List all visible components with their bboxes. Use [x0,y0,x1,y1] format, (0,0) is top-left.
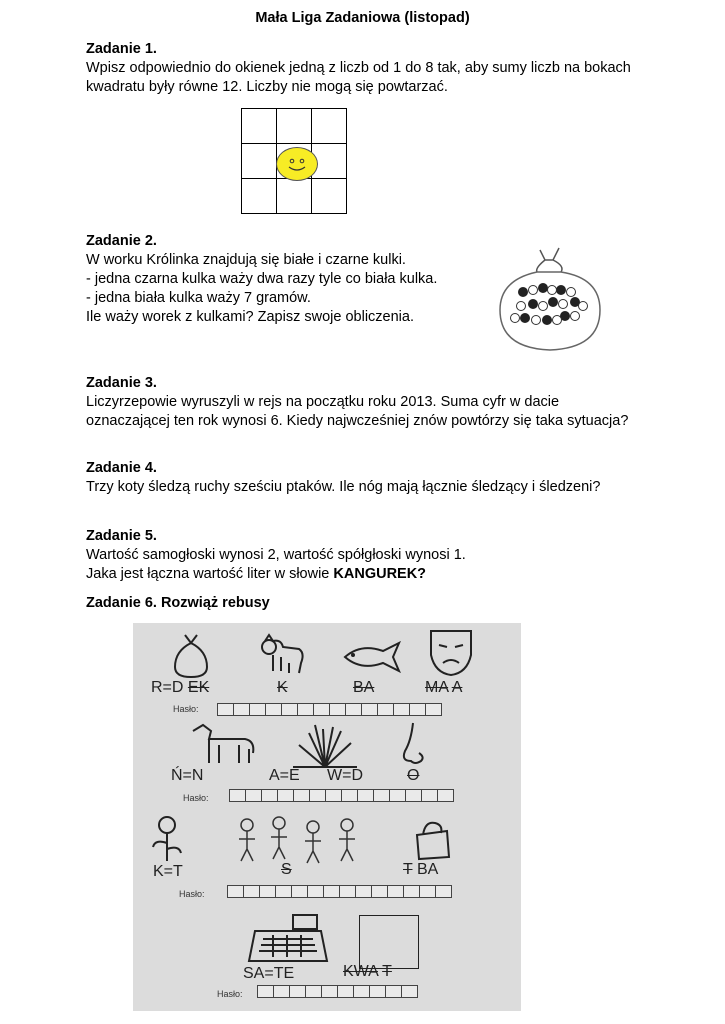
task-5-keyword: KANGUREK? [333,566,427,582]
haslo-label: Hasło: [173,704,199,714]
rebus-text: R=D [151,679,184,696]
rebus-2-part-3: W=D [327,767,363,784]
flower-icon [149,813,185,863]
grid-cell[interactable] [242,144,277,179]
mask-icon [427,627,475,677]
task-1-text: Wpisz odpowiednio do okienek jedną z liczb od 1 do 8 tak, aby sumy liczb na bokach [86,60,631,76]
answer-boxes[interactable] [257,985,417,998]
bag-of-balls-icon [495,240,605,355]
task-5 [86,527,666,584]
task-3-text: oznaczającej ten rok wynosi 6. Kiedy najwcześniej znów powtórzy się taka sytuacja? [86,413,629,429]
rebus-struck-text: T [382,963,392,980]
rebus-2-part-4: O [407,767,420,784]
haslo-label: Hasło: [183,793,209,803]
grid-cell[interactable] [312,179,347,214]
fish-icon [341,641,403,673]
page-title: Mała Liga Zadaniowa (listopad) [255,10,470,26]
rebus-1-part-1 [151,679,209,697]
rebus-struck-text: T [403,861,413,878]
task-1 [86,40,646,97]
grid-cell[interactable] [277,109,312,144]
cat-icon [259,633,307,675]
square-shape [359,915,419,969]
grid-cell[interactable] [312,109,347,144]
grid-center-cell [277,144,312,179]
rebus-4-part-2 [343,963,392,981]
task-3-text: Liczyrzepowie wyruszyli w rejs na początku roku 2013. Suma cyfr w dacie [86,394,560,410]
bag-icon [411,819,453,861]
answer-boxes[interactable] [217,703,441,716]
task-1-text: kwadratu były równe 12. Liczby nie mogą się powtarzać. [86,79,448,95]
sack-icon [171,631,211,679]
task-4-heading: Zadanie 4. [86,460,157,476]
task-5-text [86,565,666,584]
answer-boxes[interactable] [227,885,451,898]
rebus-struck-text: A [451,679,463,696]
task-3 [86,374,666,431]
rebus-3-part-1: K=T [153,863,183,880]
task-6 [86,594,270,613]
answer-boxes[interactable] [229,789,453,802]
rebus-4-part-1: SA=TE [243,965,295,982]
rebus-struck-text: KWA [343,963,378,980]
haslo-label: Hasło: [217,989,243,999]
task-5-heading: Zadanie 5. [86,528,157,544]
grid-cell[interactable] [242,179,277,214]
task-2-text: - jedna biała kulka waży 7 gramów. [86,290,311,306]
rebus-panel [133,623,521,1011]
task-2-text: Ile waży worek z kulkami? Zapisz swoje obliczenia. [86,309,414,325]
rebus-text: BA [416,861,439,878]
horse-icon [189,721,259,767]
rebus-2-part-1: Ń=N [171,767,204,784]
rebus-struck-text: EK [187,679,210,696]
rebus-struck-text: MA [425,679,449,696]
grid-cell[interactable] [242,109,277,144]
rebus-1-part-4 [425,679,462,697]
task-4-text: Trzy koty śledzą ruchy sześciu ptaków. Ile nóg mają łącznie śledzący i śledzeni? [86,479,601,495]
task-2-heading: Zadanie 2. [86,233,157,249]
rebus-1-part-3: BA [353,679,375,696]
rebus-1-part-2: K [277,679,288,696]
grid-cell[interactable] [277,179,312,214]
magic-square-grid [241,108,347,214]
haslo-label: Hasło: [179,889,205,899]
task-2-text: - jedna czarna kulka waży dwa razy tyle co biała kulka. [86,271,438,287]
task-1-heading: Zadanie 1. [86,41,157,57]
rebus-2-part-2: A=E [269,767,300,784]
people-crowd-icon [233,813,367,865]
smiley-icon [276,147,318,181]
cash-register-icon [245,911,331,965]
task-2 [86,232,486,327]
rebus-3-part-3 [403,861,438,879]
task-4 [86,459,666,497]
rebus-3-part-2: S [281,861,292,878]
task-3-heading: Zadanie 3. [86,375,157,391]
task-5-text-prefix: Jaka jest łączna wartość liter w słowie [86,566,334,582]
nose-icon [397,721,429,767]
grass-icon [289,723,361,769]
task-5-text: Wartość samogłoski wynosi 2, wartość spółgłoski wynosi 1. [86,547,466,563]
task-2-text: W worku Królinka znajdują się białe i czarne kulki. [86,252,406,268]
task-6-heading: Zadanie 6. Rozwiąż rebusy [86,595,270,611]
